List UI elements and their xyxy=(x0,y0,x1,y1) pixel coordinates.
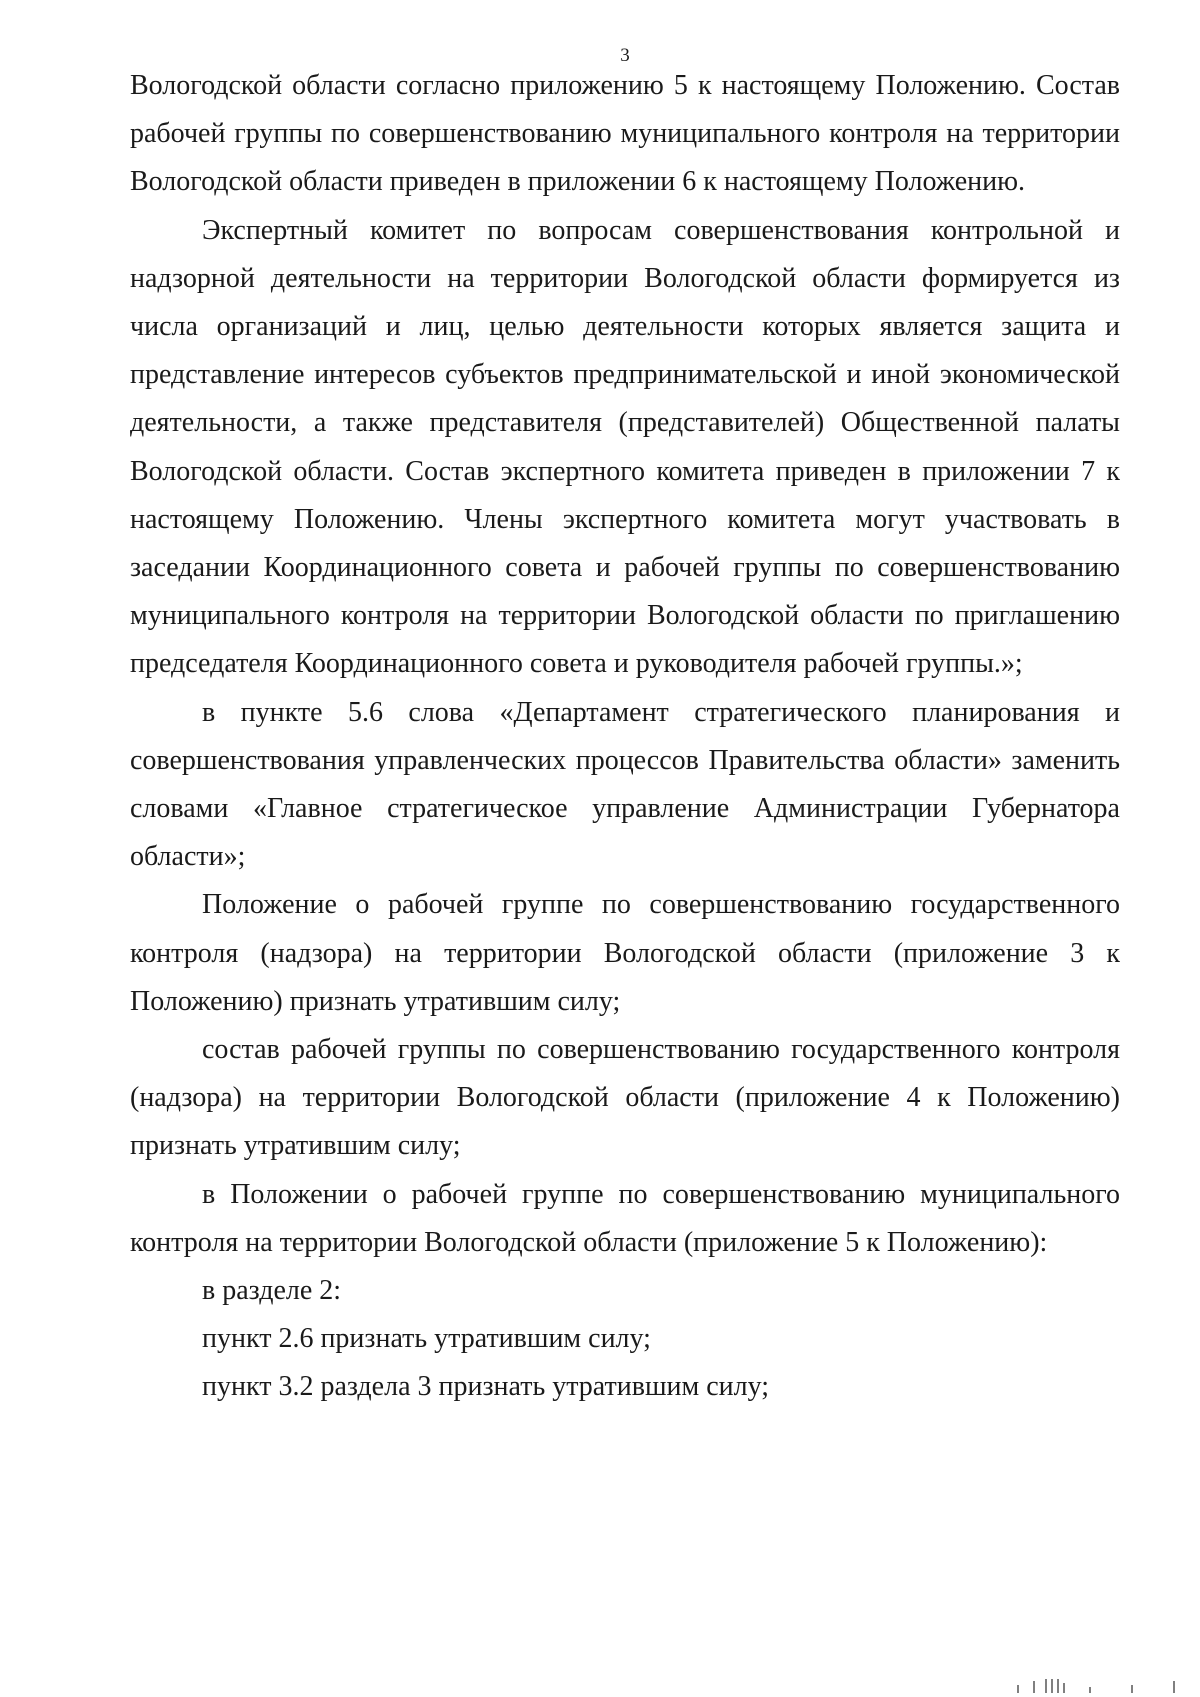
paragraph-point-5-6: в пункте 5.6 слова «Департамент стратегического планирования и совершенствования управленческих процессов Правительства области» заменить словами «Главное стратегическое управление Администрации Губернатора области»; xyxy=(130,696,1120,873)
paragraph-section-2: в разделе 2: xyxy=(202,1275,342,1307)
paragraph-continuation: Вологодской области согласно приложению 5 к настоящему Положению. Состав рабочей группы по совершенствованию муниципального контроля на территории Вологодской области приведен в приложении 6 к настоящему Положению. xyxy=(130,70,1120,198)
page-number: 3 xyxy=(620,45,630,66)
paragraph-point-3-2: пункт 3.2 раздела 3 признать утратившим силу; xyxy=(202,1371,769,1403)
scan-artifact xyxy=(1012,1679,1182,1693)
paragraph-state-control-composition: состав рабочей группы по совершенствованию государственного контроля (надзора) на территории Вологодской области (приложение 4 к Положению) признать утратившим силу; xyxy=(130,1034,1120,1162)
paragraph-point-2-6: пункт 2.6 признать утратившим силу; xyxy=(202,1323,651,1355)
document-body xyxy=(130,62,1120,1412)
paragraph-state-control-regulation: Положение о рабочей группе по совершенствованию государственного контроля (надзора) на территории Вологодской области (приложение 3 к Положению) признать утратившим силу; xyxy=(130,889,1120,1017)
paragraph-expert-committee: Экспертный комитет по вопросам совершенствования контрольной и надзорной деятельности на территории Вологодской области формируется из числа организаций и лиц, целью деятельности которых является защита и представление интересов субъектов предпринимательской и иной экономической деятельности, а также представителя (представителей) Общественной палаты Вологодской области. Состав экспертного комитета приведен в приложении 7 к настоящему Положению. Члены экспертного комитета могут участвовать в заседании Координационного совета и рабочей группы по совершенствованию муниципального контроля на территории Вологодской области по приглашению председателя Координационного совета и руководителя рабочей группы.»; xyxy=(130,214,1120,680)
paragraph-municipal-control-regulation: в Положении о рабочей группе по совершенствованию муниципального контроля на территории Вологодской области (приложение 5 к Положению): xyxy=(130,1178,1120,1258)
